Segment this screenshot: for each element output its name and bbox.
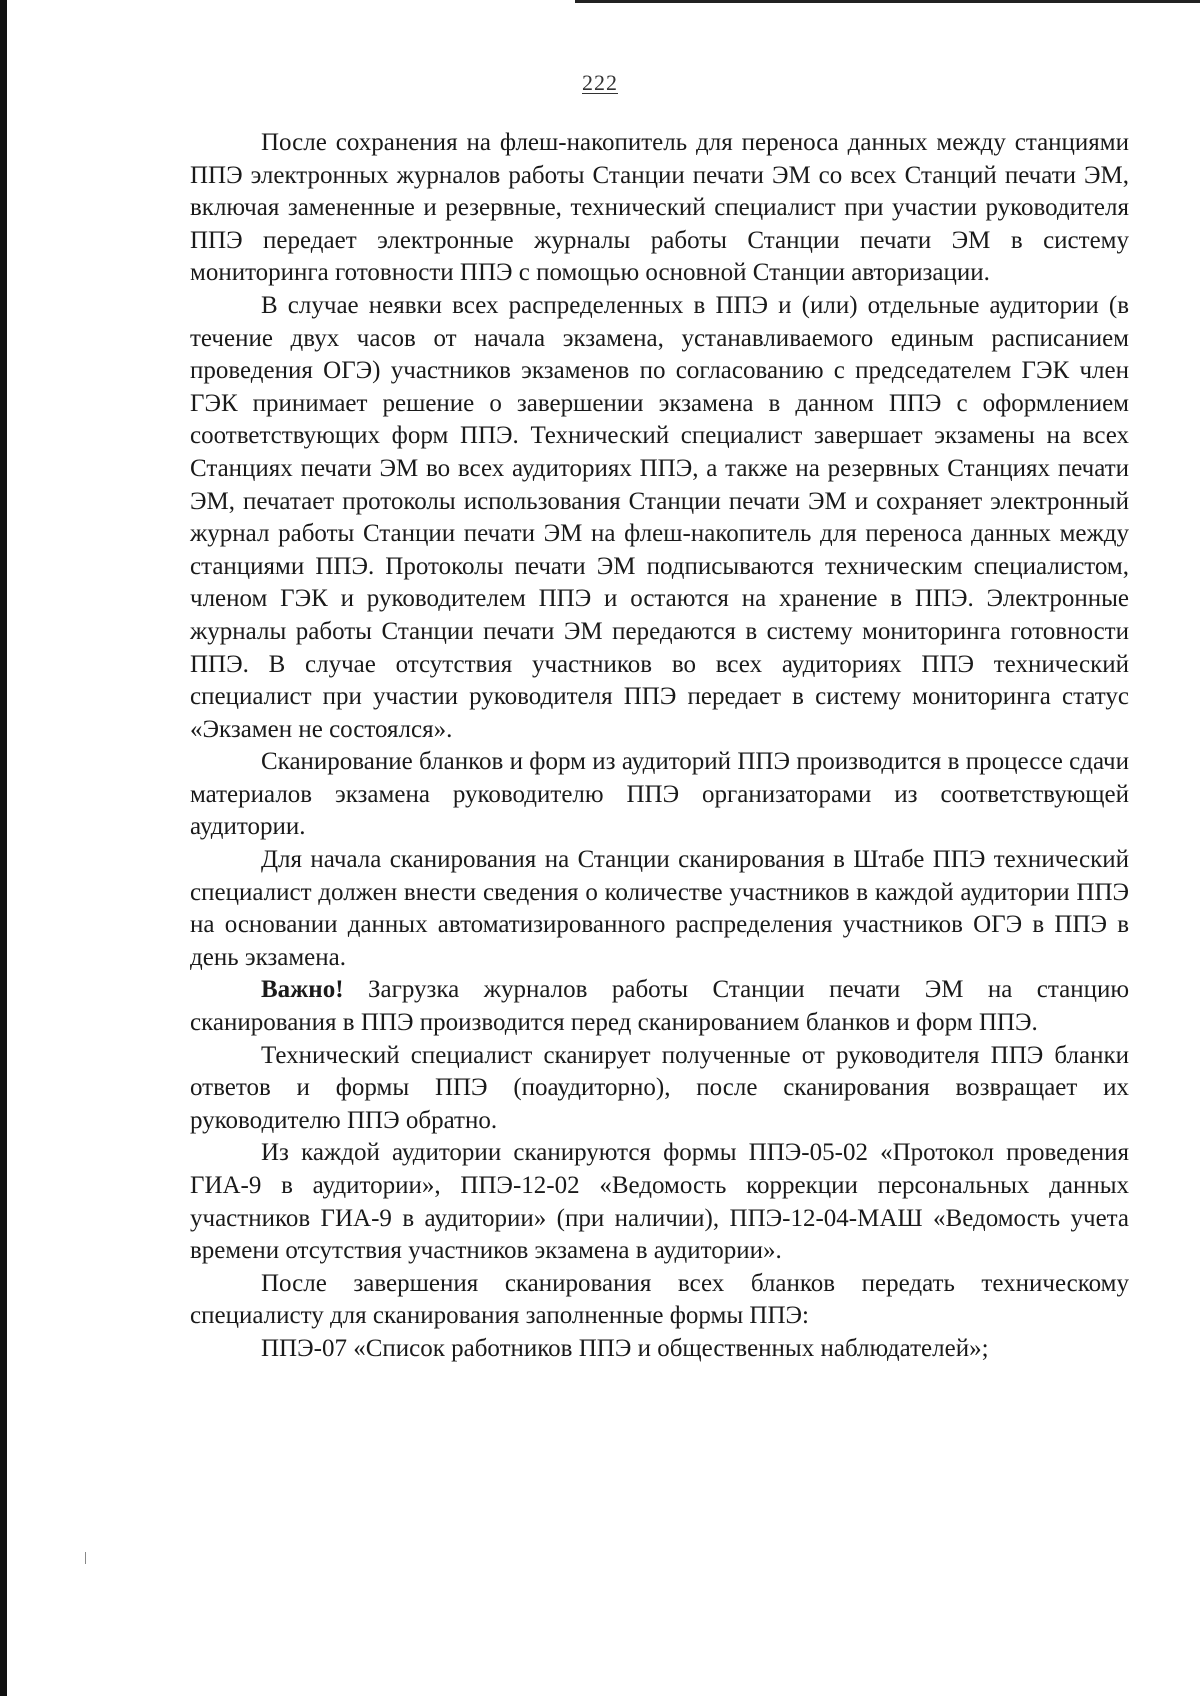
paragraph-9: ППЭ-07 «Список работников ППЭ и общественных наблюдателей»; <box>261 1334 989 1362</box>
paragraph-8: После завершения сканирования всех бланков передать техническому специалисту для сканирования заполненные формы ППЭ: <box>190 1269 1129 1330</box>
paragraph-4: Для начала сканирования на Станции сканирования в Штабе ППЭ технический специалист должен внести сведения о количестве участников в каждой аудитории ППЭ на основании данных автоматизированного распределения участников ОГЭ в ППЭ в день экзамена. <box>190 846 1129 971</box>
paragraph-3: Сканирование бланков и форм из аудиторий ППЭ производится в процессе сдачи материалов экзамена руководителю ППЭ организаторами из соответствующей аудитории. <box>190 748 1129 841</box>
scan-speck <box>85 1552 86 1564</box>
scan-top-border <box>575 0 1200 3</box>
paragraph-5-text: Загрузка журналов работы Станции печати ЭМ на станцию сканирования в ППЭ производится перед сканированием бланков и форм ППЭ. <box>190 976 1130 1037</box>
scan-left-border <box>0 0 7 1696</box>
paragraph-5 <box>190 974 1129 1039</box>
paragraph-2: В случае неявки всех распределенных в ППЭ и (или) отдельные аудитории (в течение двух часов от начала экзамена, устанавливаемого единым расписанием проведения ОГЭ) участников экзаменов по согласованию с председателем ГЭК член ГЭК принимает решение о завершении экзамена в данном ППЭ с оформлением соответствующих форм ППЭ. Технический специалист завершает экзамены на всех Станциях печати ЭМ во всех аудиториях ППЭ, а также на резервных Станциях печати ЭМ, печатает протоколы использования Станции печати ЭМ и сохраняет электронный журнал работы Станции печати ЭМ на флеш-накопитель для переноса данных между станциями ППЭ. Протоколы печати ЭМ подписываются техническим специалистом, членом ГЭК и руководителем ППЭ и остаются на хранение в ППЭ. Электронные журналы работы Станции печати ЭМ передаются в систему мониторинга готовности ППЭ. В случае отсутствия участников во всех аудиториях ППЭ технический специалист при участии руководителя ППЭ передает в систему мониторинга статус «Экзамен не состоялся». <box>190 291 1129 743</box>
paragraph-1: После сохранения на флеш-накопитель для переноса данных между станциями ППЭ электронных журналов работы Станции печати ЭМ со всех Станций печати ЭМ, включая замененные и резервные, технический специалист при участии руководителя ППЭ передает электронные журналы работы Станции печати ЭМ в систему мониторинга готовности ППЭ с помощью основной Станции авторизации. <box>190 129 1129 287</box>
important-label: Важно! <box>261 976 344 1004</box>
paragraph-6: Технический специалист сканирует полученные от руководителя ППЭ бланки ответов и формы ППЭ (поаудиторно), после сканирования возвращает их руководителю ППЭ обратно. <box>190 1041 1129 1134</box>
document-body <box>190 127 1129 1366</box>
paragraph-7: Из каждой аудитории сканируются формы ППЭ-05-02 «Протокол проведения ГИА-9 в аудитории», ППЭ-12-02 «Ведомость коррекции персональных данных участников ГИА-9 в аудитории» (при наличии), ППЭ-12-04-МАШ «Ведомость учета времени отсутствия участников экзамена в аудитории». <box>190 1139 1129 1265</box>
page-number: 222 <box>582 70 618 95</box>
